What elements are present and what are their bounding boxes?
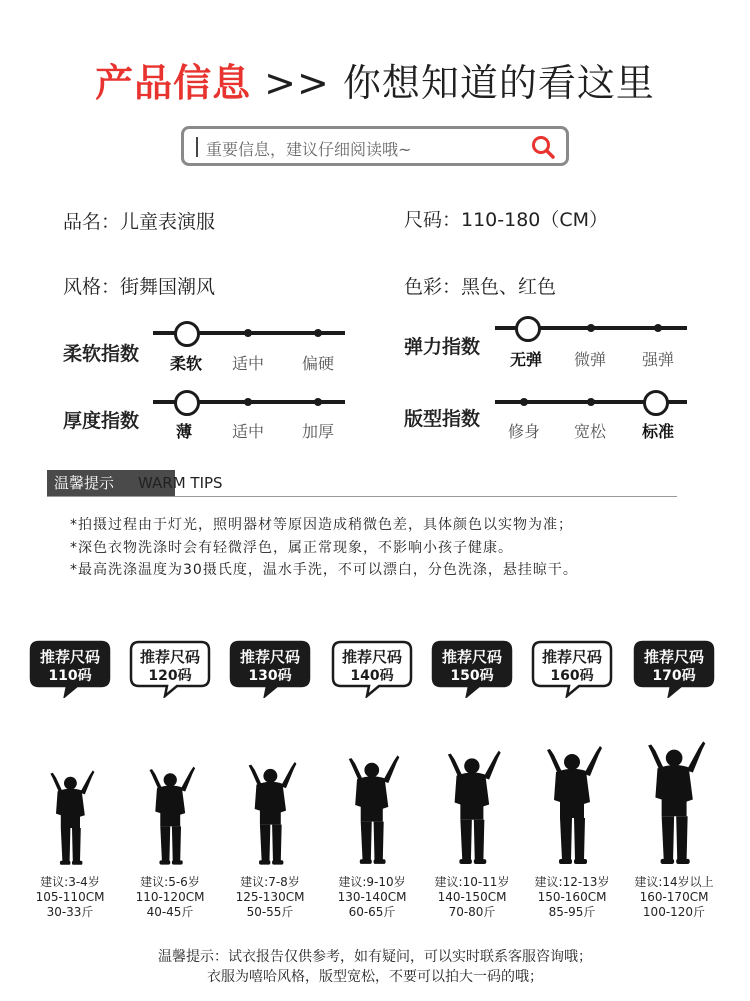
size-caption <box>120 875 220 920</box>
size-age: 建议:14岁以上 <box>634 875 714 889</box>
size-bubble <box>531 640 613 698</box>
thickness-option-3[interactable]: 加厚 <box>301 422 334 441</box>
softness-dot-3 <box>314 329 322 337</box>
product-style: 风格：街舞国潮风 <box>63 276 216 298</box>
elasticity-option-3[interactable]: 强弹 <box>641 350 674 369</box>
bubble-label: 推荐尺码 <box>139 648 201 666</box>
size-height: 125-130CM <box>235 890 305 904</box>
title-highlight: 产品信息 <box>95 61 252 105</box>
size-weight: 100-120斤 <box>642 905 706 919</box>
softness-option-3[interactable]: 偏硬 <box>301 354 334 373</box>
size-weight: 40-45斤 <box>146 905 194 919</box>
warm-tips-title: WARM TIPS <box>138 474 223 492</box>
child-silhouette <box>544 738 604 868</box>
tip-line-2: *深色衣物洗涤时会有轻微浮色，属正常现象，不影响小孩子健康。 <box>70 540 513 556</box>
bubble-label: 推荐尺码 <box>39 648 101 666</box>
thickness-knob[interactable] <box>174 390 200 416</box>
softness-dot-2 <box>244 329 252 337</box>
fit-dot-2 <box>587 398 595 406</box>
size-height: 110-120CM <box>135 890 205 904</box>
thickness-option-2[interactable]: 适中 <box>231 422 264 441</box>
warm-tips-badge: 温馨提示 <box>47 470 175 496</box>
child-silhouette <box>147 760 197 868</box>
size-bubble <box>29 640 111 698</box>
size-age: 建议:7-8岁 <box>240 875 300 889</box>
elasticity-dot-2 <box>587 324 595 332</box>
child-silhouette <box>645 733 707 868</box>
fit-option-3[interactable]: 标准 <box>641 422 674 441</box>
size-caption <box>220 875 320 920</box>
product-size: 尺码：110-180（CM） <box>404 209 609 231</box>
size-age: 建议:3-4岁 <box>40 875 100 889</box>
child-silhouette <box>246 755 298 868</box>
bubble-size: 170码 <box>652 668 696 684</box>
elasticity-label: 弹力指数 <box>404 336 481 358</box>
bubble-label: 推荐尺码 <box>341 648 403 666</box>
softness-knob[interactable] <box>174 321 200 347</box>
child-silhouette <box>346 748 401 868</box>
size-caption <box>522 875 622 920</box>
bubble-label: 推荐尺码 <box>239 648 301 666</box>
size-height: 150-160CM <box>537 890 607 904</box>
size-bubble <box>633 640 715 698</box>
search-placeholder: 重要信息，建议仔细阅读哦~ <box>206 140 412 159</box>
thickness-label: 厚度指数 <box>63 410 140 432</box>
fit-knob[interactable] <box>643 390 669 416</box>
size-weight: 70-80斤 <box>448 905 496 919</box>
fit-dot-1 <box>520 398 528 406</box>
size-age: 建议:10-11岁 <box>434 875 510 889</box>
child-silhouette <box>445 743 503 868</box>
thickness-dot-2 <box>244 398 252 406</box>
thickness-option-1[interactable]: 薄 <box>175 422 192 441</box>
size-caption <box>422 875 522 920</box>
bubble-size: 120码 <box>148 668 192 684</box>
size-bubble <box>229 640 311 698</box>
elasticity-option-1[interactable]: 无弹 <box>509 350 542 369</box>
size-caption <box>624 875 724 920</box>
size-age: 建议:9-10岁 <box>338 875 406 889</box>
elasticity-dot-3 <box>654 324 662 332</box>
size-age: 建议:5-6岁 <box>140 875 200 889</box>
bubble-size: 130码 <box>248 668 292 684</box>
thickness-dot-3 <box>314 398 322 406</box>
product-color: 色彩：黑色、红色 <box>404 276 557 298</box>
divider <box>47 496 677 497</box>
size-height: 130-140CM <box>337 890 407 904</box>
bubble-label: 推荐尺码 <box>441 648 503 666</box>
child-silhouette <box>48 764 96 868</box>
text-caret <box>196 137 198 157</box>
size-weight: 50-55斤 <box>246 905 294 919</box>
size-caption <box>322 875 422 920</box>
bubble-size: 150码 <box>450 668 494 684</box>
size-weight: 85-95斤 <box>548 905 596 919</box>
product-name: 品名：儿童表演服 <box>63 211 216 233</box>
size-height: 105-110CM <box>35 890 105 904</box>
footer-note-2: 衣服为嘻哈风格，版型宽松，不要可以拍大一码的哦； <box>207 969 543 985</box>
tip-line-1: *拍摄过程由于灯光，照明器材等原因造成稍微色差，具体颜色以实物为准； <box>70 517 573 533</box>
bubble-size: 140码 <box>350 668 394 684</box>
softness-option-1[interactable]: 柔软 <box>169 354 202 373</box>
size-weight: 60-65斤 <box>348 905 396 919</box>
fit-option-2[interactable]: 宽松 <box>573 422 606 441</box>
size-bubble <box>129 640 211 698</box>
fit-label: 版型指数 <box>404 408 481 430</box>
search-icon[interactable] <box>530 134 556 160</box>
footer-note-1: 温馨提示：试衣报告仅供参考，如有疑问，可以实时联系客服咨询哦； <box>158 949 592 965</box>
bubble-size: 110码 <box>48 668 92 684</box>
size-age: 建议:12-13岁 <box>534 875 610 889</box>
search-bar[interactable] <box>181 126 569 166</box>
size-height: 160-170CM <box>639 890 709 904</box>
size-caption <box>20 875 120 920</box>
fit-option-1[interactable]: 修身 <box>507 422 540 441</box>
title-rest: >> 你想知道的看这里 <box>264 61 655 105</box>
size-bubble <box>331 640 413 698</box>
page-title <box>0 52 750 107</box>
elasticity-option-2[interactable]: 微弹 <box>573 350 606 369</box>
size-height: 140-150CM <box>437 890 507 904</box>
softness-label: 柔软指数 <box>63 343 140 365</box>
elasticity-knob[interactable] <box>515 316 541 342</box>
bubble-label: 推荐尺码 <box>541 648 603 666</box>
size-bubble <box>431 640 513 698</box>
size-weight: 30-33斤 <box>46 905 94 919</box>
bubble-label: 推荐尺码 <box>643 648 705 666</box>
softness-option-2[interactable]: 适中 <box>231 354 264 373</box>
bubble-size: 160码 <box>550 668 594 684</box>
tip-line-3: *最高洗涤温度为30摄氏度，温水手洗，不可以漂白，分色洗涤，悬挂晾干。 <box>70 562 578 578</box>
